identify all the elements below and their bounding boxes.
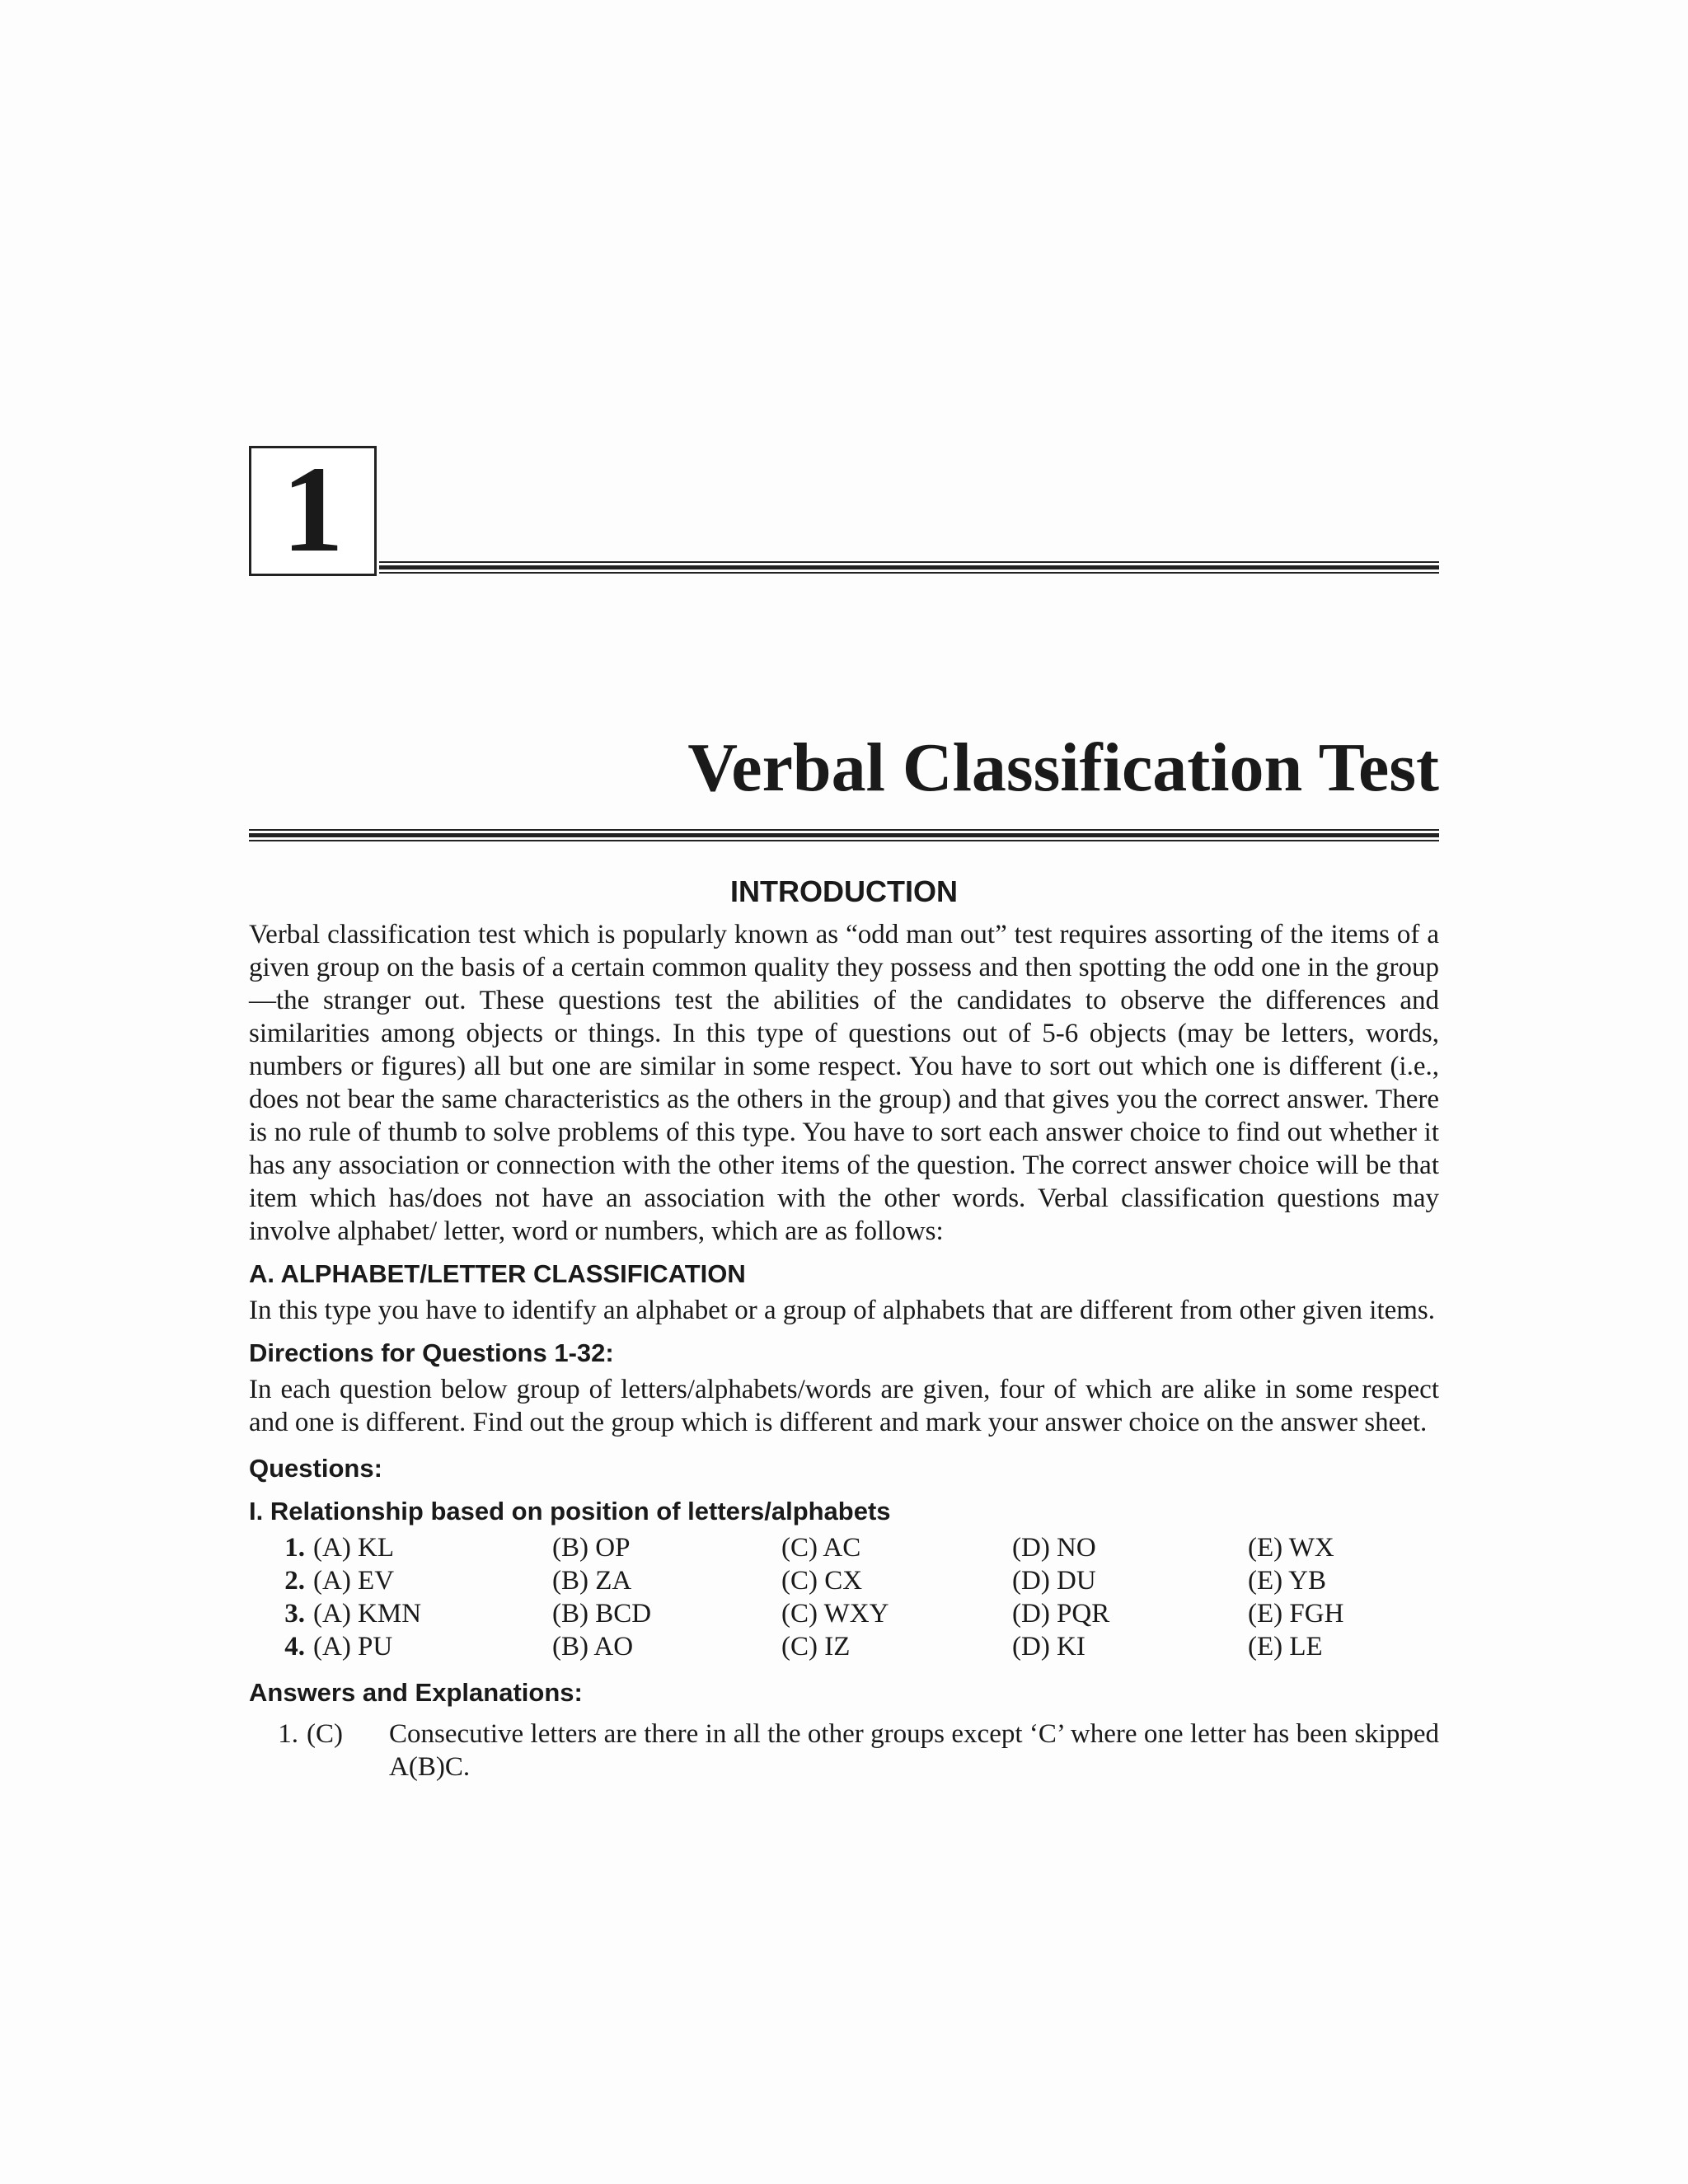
question-number: 3. [284, 1599, 305, 1629]
question-option: (E) LE [1248, 1632, 1323, 1661]
directions-paragraph: In each question below group of letters/alphabets/words are given, four of which are alike in some respect and one is different. Find out the group which is different and mark your answer choice on the answer sheet. [249, 1375, 1439, 1437]
introduction-heading: INTRODUCTION [730, 874, 958, 908]
question-option: (B) AO [552, 1632, 634, 1661]
question-row [257, 1564, 1413, 1597]
answer-item [249, 1718, 1439, 1783]
answer-number: 1. [278, 1719, 298, 1749]
question-option: (A) PU [313, 1632, 393, 1661]
directions-heading: Directions for Questions 1-32: [249, 1338, 614, 1367]
rule-line [249, 833, 1439, 837]
rule-line [379, 561, 1439, 563]
question-row [257, 1630, 1413, 1663]
question-option: (E) FGH [1248, 1599, 1344, 1629]
chapter-title: Verbal Classification Test [687, 729, 1439, 806]
question-number: 1. [284, 1533, 305, 1563]
question-option: (D) PQR [1012, 1599, 1110, 1629]
question-option: (D) NO [1012, 1533, 1096, 1563]
subsection-heading: I. Relationship based on position of letters/alphabets [249, 1497, 891, 1526]
question-option: (B) BCD [552, 1599, 652, 1629]
section-a-heading: A. ALPHABET/LETTER CLASSIFICATION [249, 1259, 746, 1288]
question-number: 4. [284, 1632, 305, 1661]
page-content [249, 869, 1439, 1783]
chapter-number: 1 [282, 441, 344, 578]
question-option: (C) AC [781, 1533, 861, 1563]
rule-line [379, 565, 1439, 569]
question-option: (A) KMN [313, 1599, 422, 1629]
rule-line [249, 840, 1439, 841]
question-option: (C) CX [781, 1566, 863, 1596]
question-option: (C) IZ [781, 1632, 851, 1661]
rule-line [249, 829, 1439, 831]
introduction-paragraph: Verbal classification test which is popularly known as “odd man out” test requires assorting of the items of a given group on the basis of a certain common quality they possess and then spotting the odd one in the group—the stranger out. These questions test the abilities of the candidates to observe the differences and similarities among objects or things. In this type of questions out of 5-6 objects (may be letters, words, numbers or figures) all but one are similar in some respect. You have to sort out which one is different (i.e., does not bear the same characteristics as the others in the group) and that gives you the correct answer. There is no rule of thumb to solve problems of this type. You have to sort each answer choice to find out whether it has any association or connection with the other items of the question. The correct answer choice will be that item which has/does not have an association with the other words. Verbal classification questions may involve alphabet/ letter, word or numbers, which are as follows: [249, 920, 1439, 1246]
question-option: (D) DU [1012, 1566, 1096, 1596]
question-option: (A) EV [313, 1566, 395, 1596]
chapter-rule [379, 561, 1439, 576]
answer-letter: (C) [307, 1719, 343, 1749]
question-number: 2. [284, 1566, 305, 1596]
question-option: (B) OP [552, 1533, 631, 1563]
chapter-number-box [249, 441, 377, 578]
question-row [257, 1531, 1413, 1564]
answer-explanation: Consecutive letters are there in all the other groups except ‘C’ where one letter has been skipped A(B)C. [389, 1719, 1439, 1782]
title-rule [249, 829, 1439, 844]
question-option: (E) WX [1248, 1533, 1334, 1563]
question-row [257, 1597, 1413, 1630]
question-option: (E) YB [1248, 1566, 1327, 1596]
rule-line [379, 572, 1439, 574]
question-option: (D) KI [1012, 1632, 1085, 1661]
question-option: (B) ZA [552, 1566, 632, 1596]
questions-heading: Questions: [249, 1454, 382, 1483]
question-option: (C) WXY [781, 1599, 889, 1629]
section-a-paragraph: In this type you have to identify an alphabet or a group of alphabets that are different from other given items. [249, 1296, 1436, 1325]
questions-table [257, 1531, 1413, 1663]
answers-heading: Answers and Explanations: [249, 1678, 583, 1707]
question-option: (A) KL [313, 1533, 395, 1563]
